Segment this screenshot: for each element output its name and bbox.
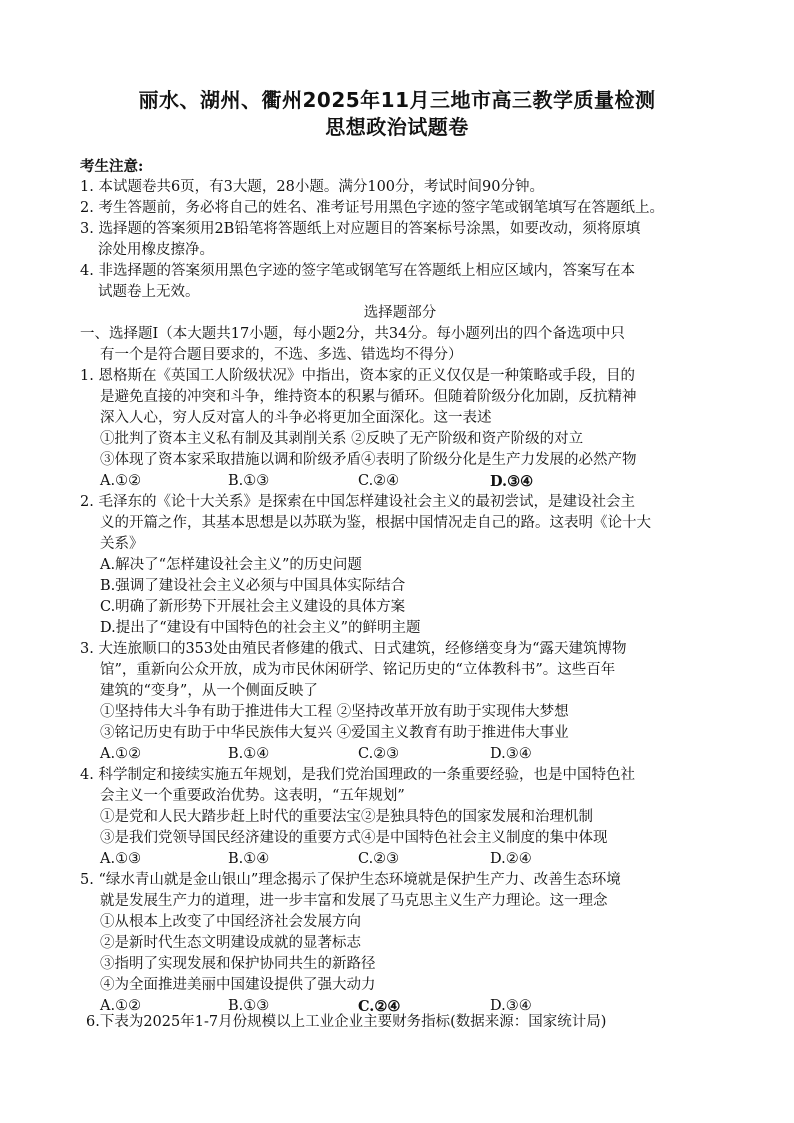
option-a: A.解决了“怎样建设社会主义”的历史问题 [100,557,362,573]
option-d: D.②④ [490,851,532,867]
question-5-statement: ②是新时代生态文明建设成就的显著标志 [100,935,361,951]
exam-subtitle: 思想政治试题卷 [325,115,469,139]
question-5-stem: 就是发展生产力的道理，进一步丰富和发展了马克思主义生产力理论。这一理念 [100,893,608,909]
section-title: 选择题部分 [363,305,437,321]
option-a: A.①② [100,746,142,762]
notice-block [80,156,720,1017]
question-5-statement: ④为全面推进美丽中国建设提供了强大动力 [100,977,376,993]
part-instructions: 有一个是符合题目要求的，不选、多选、错选均不得分） [100,347,463,363]
option-a: A.①③ [100,851,142,867]
question-4-statement: ①是党和人民大踏步赶上时代的重要法宝②是独具特色的国家发展和治理机制 [100,809,593,825]
notice-heading: 考生注意: [80,158,144,175]
question-5-statement: ①从根本上改变了中国经济社会发展方向 [100,914,361,930]
notice-item: 3. 选择题的答案须用2B铅笔将答题纸上对应题目的答案标号涂黑，如要改动，须将原填 [80,221,641,237]
notice-item: 1. 本试题卷共6页，有3大题，28小题。满分100分，考试时间90分钟。 [80,179,544,195]
question-4-options [80,849,720,870]
question-5-statement: ③指明了实现发展和保护协同共生的新路径 [100,956,376,972]
notice-item: 涂处用橡皮擦净。 [98,242,214,258]
question-2-stem: 2. 毛泽东的《论十大关系》是探索在中国怎样建设社会主义的最初尝试，是建设社会主 [80,494,635,510]
option-d: D.③④ [490,746,532,762]
question-1-stem: 深入人心，穷人反对富人的斗争必将更加全面深化。这一表述 [100,410,492,426]
question-2-stem: 关系》 [100,536,144,552]
option-d: D.③④ [490,998,532,1014]
option-c: C.②③ [358,746,400,762]
question-1-options [80,471,720,492]
question-3-stem: 建筑的“变身”，从一个侧面反映了 [100,683,318,699]
question-3-stem: 馆”，重新向公众开放，成为市民休闲研学、铭记历史的“立体教科书”。这些百年 [100,662,616,678]
question-3-options [80,744,720,765]
part-instructions: 一、选择题Ⅰ（本大题共17小题，每小题2分，共34分。每小题列出的四个备选项中只 [80,326,625,342]
notice-item: 试题卷上无效。 [98,284,200,300]
question-3-stem: 3. 大连旅顺口的353处由殖民者修建的俄式、日式建筑，经修缮变身为“露天建筑博物 [80,641,627,657]
option-d: D.提出了“建设有中国特色的社会主义”的鲜明主题 [100,620,421,636]
question-3-statement: ①坚持伟大斗争有助于推进伟大工程 ②坚持改革开放有助于实现伟大梦想 [100,704,569,720]
option-a: A.①② [100,473,142,489]
question-1-statement: ③体现了资本家采取措施以调和阶级矛盾④表明了阶级分化是生产力发展的必然产物 [100,452,637,468]
question-1-statement: ①批判了资本主义私有制及其剥削关系 ②反映了无产阶级和资产阶级的对立 [100,431,584,447]
question-4-statement: ③是我们党领导国民经济建设的重要方式④是中国特色社会主义制度的集中体现 [100,830,608,846]
option-c: C.②④ [358,473,400,489]
option-c: C.②③ [358,851,400,867]
option-d: D.③④ [490,473,534,490]
question-2-stem: 义的开篇之作，其基本思想是以苏联为鉴，根据中国情况走自己的路。这表明《论十大 [100,515,651,531]
question-4-stem: 会主义一个重要政治优势。这表明，“五年规划” [100,788,405,804]
option-c: C.②④ [358,998,401,1015]
notice-item: 2. 考生答题前，务必将自己的姓名、准考证号用黑色字迹的签字笔或钢笔填写在答题纸上。 [80,200,664,216]
notice-item: 4. 非选择题的答案须用黑色字迹的签字笔或钢笔写在答题纸上相应区域内，答案写在本 [80,263,635,279]
option-b: B.①③ [228,998,270,1014]
question-3-statement: ③铭记历史有助于中华民族伟大复兴 ④爱国主义教育有助于推进伟大事业 [100,725,569,741]
option-a: A.①② [100,998,142,1014]
question-4-stem: 4. 科学制定和接续实施五年规划，是我们党治国理政的一条重要经验，也是中国特色社 [80,767,635,783]
question-1-stem: 1. 恩格斯在《英国工人阶级状况》中指出，资本家的正义仅仅是一种策略或手段，目的 [80,368,635,384]
question-6-stem: 6.下表为2025年1-7月份规模以上工业企业主要财务指标(数据来源：国家统计局) [86,1014,607,1030]
option-c: C.明确了新形势下开展社会主义建设的具体方案 [100,599,406,615]
question-5-stem: 5. “绿水青山就是金山银山”理念揭示了保护生态环境就是保护生产力、改善生态环境 [80,872,621,888]
option-b: B.①④ [228,851,270,867]
exam-title: 丽水、湖州、衢州2025年11月三地市高三教学质量检测 [138,88,656,112]
option-b: B.①③ [228,473,270,489]
option-b: B.①④ [228,746,270,762]
question-1-stem: 是避免直接的冲突和斗争，维持资本的积累与循环。但随着阶级分化加剧，反抗精神 [100,389,637,405]
option-b: B.强调了建设社会主义必须与中国具体实际结合 [100,578,406,594]
